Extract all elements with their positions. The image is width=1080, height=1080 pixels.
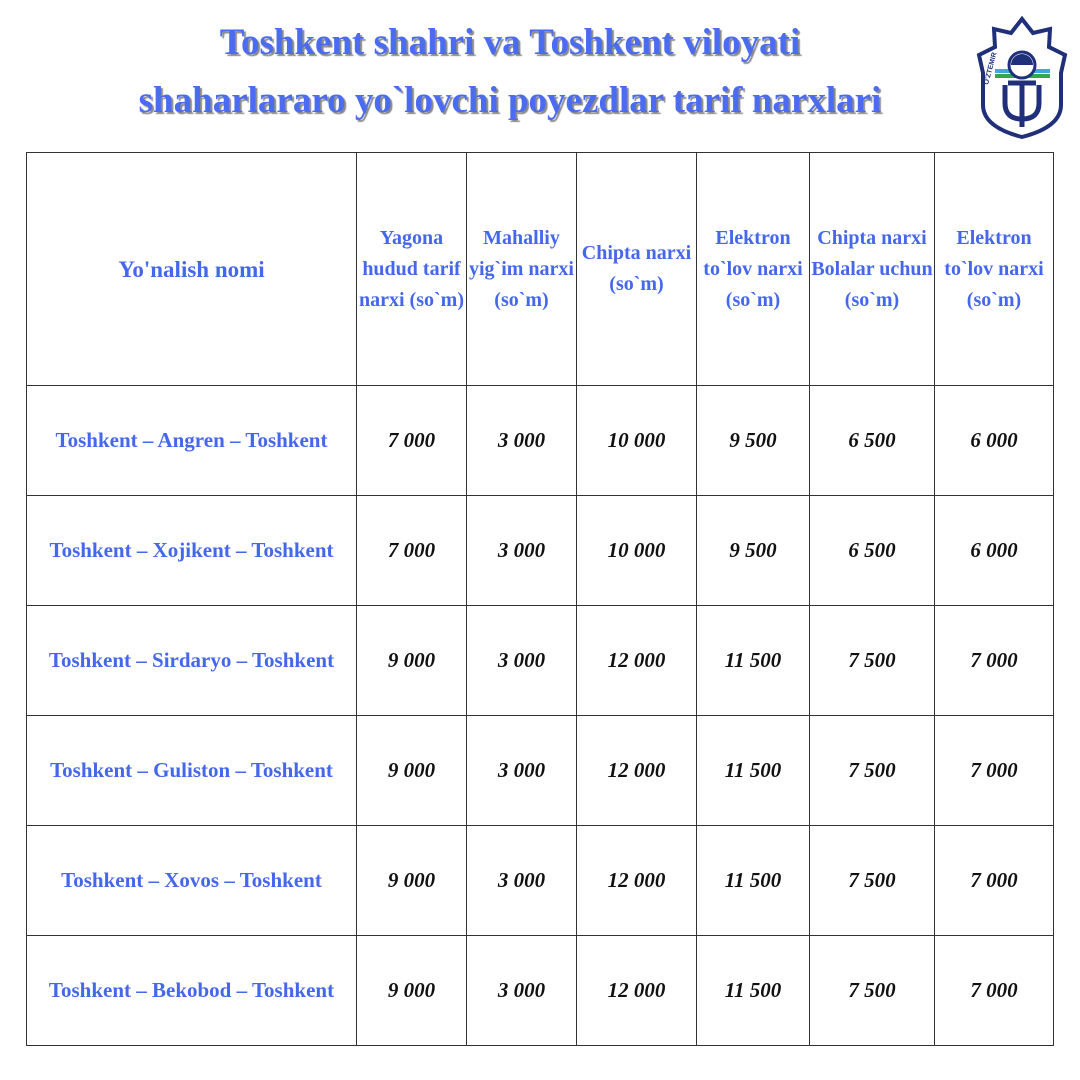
cell-child-electronic-payment-price: 7 000	[935, 936, 1054, 1046]
cell-unified-tariff: 9 000	[357, 716, 467, 826]
cell-child-ticket-price: 7 500	[810, 606, 935, 716]
cell-route-name: Toshkent – Bekobod – Toshkent	[27, 936, 357, 1046]
cell-child-ticket-price: 6 500	[810, 386, 935, 496]
cell-ticket-price: 12 000	[577, 606, 697, 716]
cell-child-ticket-price: 7 500	[810, 826, 935, 936]
cell-electronic-payment-price: 11 500	[697, 826, 810, 936]
cell-child-ticket-price: 7 500	[810, 936, 935, 1046]
table-header-row	[27, 153, 1054, 386]
header-ticket-price: Chipta narxi (so`m)	[577, 153, 697, 386]
header-unified-tariff: Yagona hudud tarif narxi (so`m)	[357, 153, 467, 386]
cell-child-ticket-price: 6 500	[810, 496, 935, 606]
cell-unified-tariff: 9 000	[357, 606, 467, 716]
cell-local-fee: 3 000	[467, 496, 577, 606]
table-row	[27, 496, 1054, 606]
cell-ticket-price: 12 000	[577, 826, 697, 936]
cell-route-name: Toshkent – Angren – Toshkent	[27, 386, 357, 496]
cell-local-fee: 3 000	[467, 716, 577, 826]
cell-electronic-payment-price: 11 500	[697, 936, 810, 1046]
cell-local-fee: 3 000	[467, 606, 577, 716]
header-electronic-payment-price: Elektron to`lov narxi (so`m)	[697, 153, 810, 386]
title-line-2: shaharlararo yo`lovchi poyezdlar tarif narxlari	[138, 80, 882, 121]
cell-child-ticket-price: 7 500	[810, 716, 935, 826]
cell-route-name: Toshkent – Xojikent – Toshkent	[27, 496, 357, 606]
header-child-ticket-price: Chipta narxi Bolalar uchun (so`m)	[810, 153, 935, 386]
title-line-1: Toshkent shahri va Toshkent viloyati	[219, 22, 801, 63]
cell-ticket-price: 10 000	[577, 496, 697, 606]
cell-route-name: Toshkent – Guliston – Toshkent	[27, 716, 357, 826]
cell-unified-tariff: 7 000	[357, 496, 467, 606]
uzrailways-logo-icon	[975, 15, 1070, 140]
cell-electronic-payment-price: 9 500	[697, 386, 810, 496]
table-row	[27, 936, 1054, 1046]
cell-ticket-price: 10 000	[577, 386, 697, 496]
cell-electronic-payment-price: 11 500	[697, 606, 810, 716]
cell-electronic-payment-price: 11 500	[697, 716, 810, 826]
cell-electronic-payment-price: 9 500	[697, 496, 810, 606]
header-child-electronic-payment-price: Elektron to`lov narxi (so`m)	[935, 153, 1054, 386]
cell-route-name: Toshkent – Sirdaryo – Toshkent	[27, 606, 357, 716]
svg-text:O'ZTEMIR: O'ZTEMIR	[983, 51, 999, 86]
tariff-table	[26, 152, 1054, 1046]
cell-child-electronic-payment-price: 6 000	[935, 496, 1054, 606]
cell-child-electronic-payment-price: 7 000	[935, 606, 1054, 716]
cell-local-fee: 3 000	[467, 936, 577, 1046]
cell-unified-tariff: 9 000	[357, 826, 467, 936]
header-route-name: Yo'nalish nomi	[27, 153, 357, 386]
table-row	[27, 606, 1054, 716]
cell-unified-tariff: 7 000	[357, 386, 467, 496]
table-row	[27, 716, 1054, 826]
cell-child-electronic-payment-price: 6 000	[935, 386, 1054, 496]
table-row	[27, 826, 1054, 936]
table-row	[27, 386, 1054, 496]
cell-unified-tariff: 9 000	[357, 936, 467, 1046]
cell-local-fee: 3 000	[467, 386, 577, 496]
cell-ticket-price: 12 000	[577, 716, 697, 826]
cell-route-name: Toshkent – Xovos – Toshkent	[27, 826, 357, 936]
page-title	[60, 14, 960, 130]
header-local-fee: Mahalliy yig`im narxi (so`m)	[467, 153, 577, 386]
cell-local-fee: 3 000	[467, 826, 577, 936]
cell-child-electronic-payment-price: 7 000	[935, 716, 1054, 826]
cell-ticket-price: 12 000	[577, 936, 697, 1046]
cell-child-electronic-payment-price: 7 000	[935, 826, 1054, 936]
